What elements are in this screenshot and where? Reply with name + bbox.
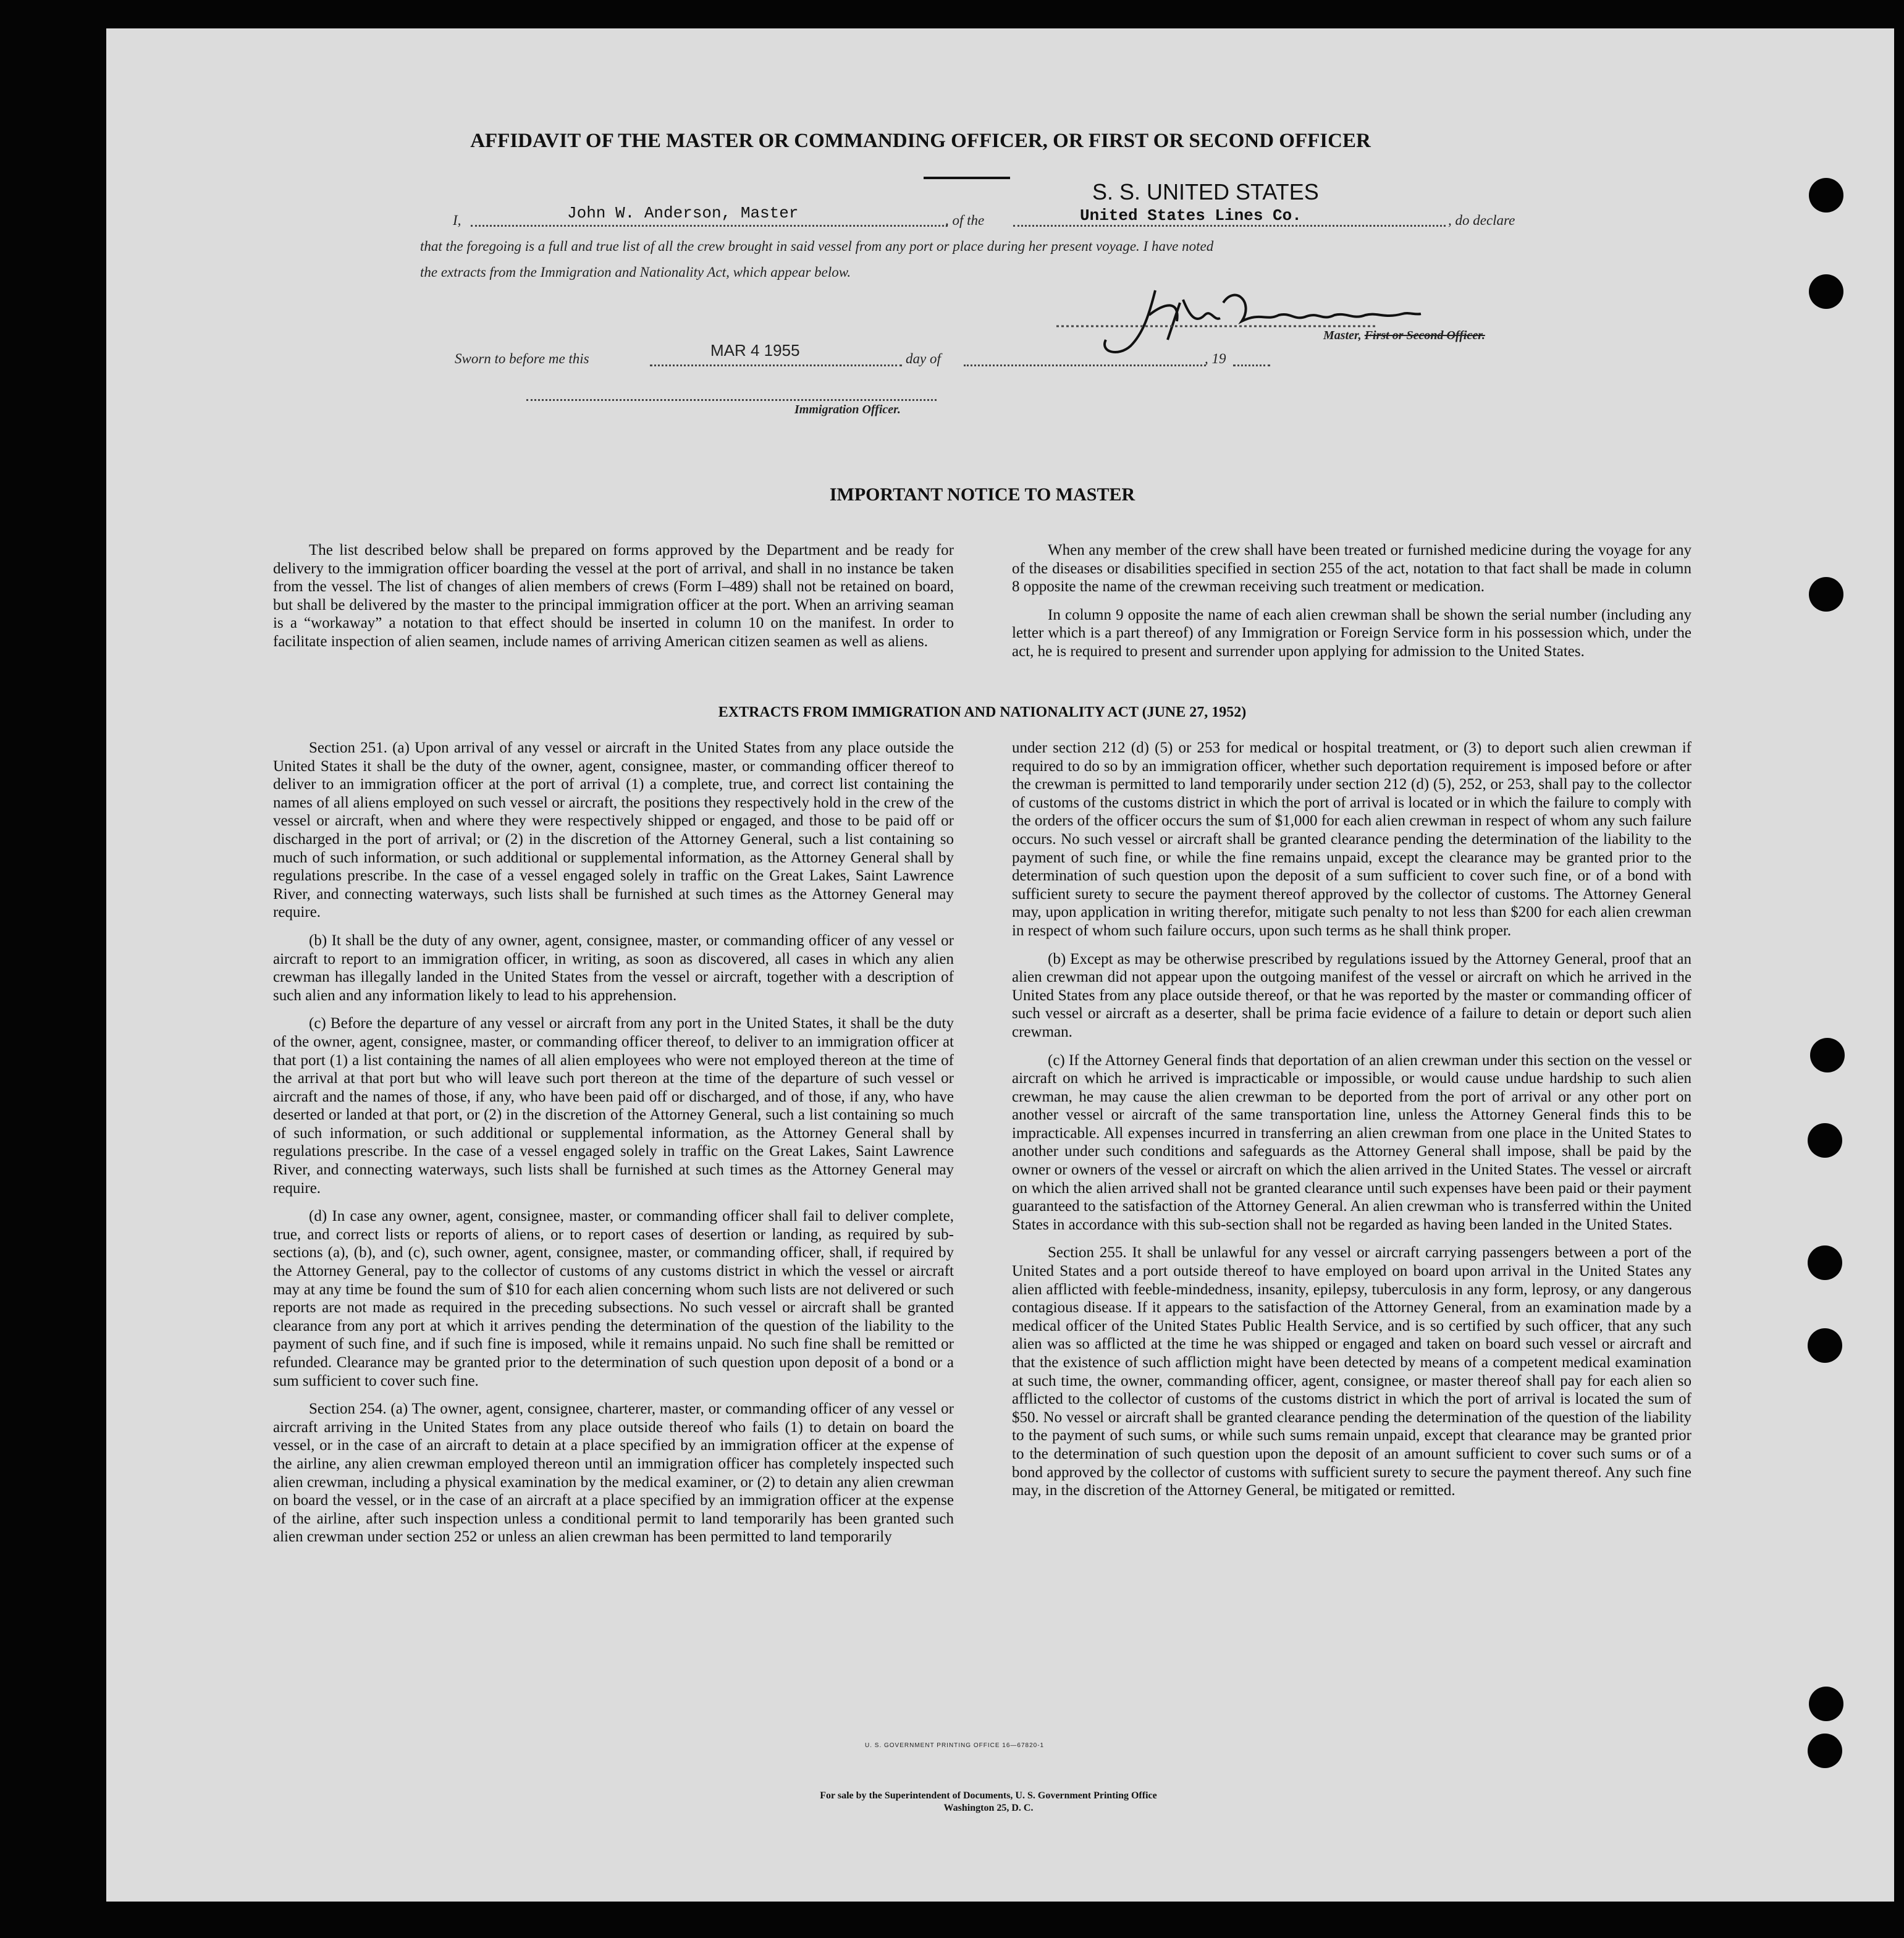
master-signature (1056, 278, 1489, 364)
section-251-a: Section 251. (a) Upon arrival of any vessel or aircraft in the United States from any place outside the United States it shall be the duty of the owner, agent, consignee, master, or commanding officer thereof to deliver to an immigration officer at the port of arrival (1) a complete, true, and correct list containing the names of all aliens employed on such vessel or aircraft, the positions they respectively hold in the crew of the vessel or aircraft, when and where they were respectively shipped or engaged, and those to be paid off or discharged in the port of arrival; or (2) in the discretion of the Attorney General, such a list containing so much of such information, or such additional or supplemental information, as the Attorney General shall by regulations prescribe. In the case of a vessel engaged solely in traffic on the Great Lakes, Saint Lawrence River, and connecting waterways, such lists shall be furnished at such times as the Attorney General may require. (273, 739, 954, 921)
section-255: Section 255. It shall be unlawful for any vessel or aircraft carrying passengers between a port of the United States and a port outside thereof to have employed on board upon arrival in the United States any alien afflicted with feeble-mindedness, insanity, epilepsy, tuberculosis in any form, leprosy, or any dangerous contagious disease. If it appears to the satisfaction of the Attorney General, from an examination made by a medical officer of the United States Public Health Service, and is so certified by such officer, that any such alien was so afflicted at the time he was shipped or engaged and taken on board such vessel or aircraft and that the existence of such affliction might have been detected by means of a competent medical examination at such time, the owner, commanding officer, agent, consignee, or master thereof shall pay for each alien so afflicted to the collector of customs of the customs district in which the port of arrival is located the sum of $50. No vessel or aircraft shall be granted clearance pending the determination of the question of the liability to the payment of such sums, or while such sums remain unpaid, except that clearance may be granted prior to the determination of such question upon the deposit of an amount sufficient to cover such sums or of a bond approved by the collector of customs with sufficient surety to secure the payment thereof. Any such fine may, in the discretion of the Attorney General, be mitigated or remitted. (1012, 1244, 1691, 1499)
year-line (1233, 364, 1270, 366)
name-field-line (471, 225, 948, 227)
sale-notice-line-1: For sale by the Superintendent of Documents, U. S. Government Printing Office (820, 1790, 1157, 1801)
punch-hole (1808, 1245, 1842, 1280)
vessel-typed: United States Lines Co. (1080, 206, 1302, 225)
sworn-label: Sworn to before me this (455, 351, 589, 366)
title-rule (924, 177, 1010, 179)
master-name: John W. Anderson, Master (567, 204, 799, 222)
declaration-line-3: the extracts from the Immigration and Nationality Act, which appear below. (420, 264, 851, 280)
section-254-a-continued: under section 212 (d) (5) or 253 for medical or hospital treatment, or (3) to deport such alien crewman if required to do so by an immigration officer, whether such deportation requirement is imposed before or after the crewman is permitted to land temporarily under section 212 (d) (5), 252, or 253, shall pay to the collector of customs of the customs district in which the port of arrival is located or in which the failure to comply with the orders of the officer occurs the sum of $1,000 for each alien crewman in respect of whom any such failure occurs. No such vessel or aircraft shall be granted clearance pending the determination of the liability to the payment of such fine, or while the fine remains unpaid, except the clearance may be granted prior to the determination of such question upon the deposit of a sum sufficient to cover such fine, or of a bond with sufficient surety to secure the payment thereof approved by the collector of customs. The Attorney General may, upon application in writing therefor, mitigate such penalty to not less than $200 for each alien crewman in respect of whom such failure occurs, upon such terms as he shall think proper. (1012, 739, 1691, 939)
printing-office-code: U. S. GOVERNMENT PRINTING OFFICE 16—67820-1 (865, 1742, 1045, 1749)
sale-notice-line-2: Washington 25, D. C. (943, 1803, 1034, 1813)
of-the-label: , of the (945, 213, 985, 228)
section-254-b: (b) Except as may be otherwise prescribed by regulations issued by the Attorney General, proof that an alien crewman did not appear upon the outgoing manifest of the vessel or aircraft on which he arrived in the United States from any place outside thereof, or that he was reported by the master or commanding officer of such vessel or aircraft as a deserter, shall be prima facie evidence of a failure to detain or deport such alien crewman. (1012, 950, 1691, 1040)
declaration-line-2: that the foregoing is a full and true list of all the crew brought in said vessel from any port or place during her present voyage. I have noted (420, 238, 1214, 254)
extracts-left-column (273, 739, 954, 1556)
immigration-officer-label: Immigration Officer. (794, 403, 901, 416)
notice-right-column (1012, 541, 1691, 671)
section-251-c: (c) Before the departure of any vessel or aircraft from any port in the United States, it shall be the duty of the owner, agent, consignee, master, or commanding officer thereof, to deliver to an immigration officer at that port (1) a list containing the names of all alien employees who were not employed thereon at the time of the arrival at that port but who will leave such port thereon at the time of the departure of such vessel or aircraft and the names of those, if any, who have been paid off or discharged, and of those, if any, who have deserted or landed at that port, or (2) in the discretion of the Attorney General, such a list containing so much of such information, or such additional or supplemental information, as the Attorney General shall by regulations prescribe. In the case of a vessel engaged solely in traffic on the Great Lakes, Saint Lawrence River, and connecting waterways, such lists shall be furnished at such times as the Attorney General may require. (273, 1015, 954, 1197)
section-251-b: (b) It shall be the duty of any owner, agent, consignee, master, or commanding officer of any vessel or aircraft to report to an immigration officer, in writing, as soon as discovered, all cases in which any alien crewman has illegally landed in the United States from the vessel or aircraft, together with a description of such alien and any information likely to lead to his apprehension. (273, 932, 954, 1004)
notice-left-paragraph: The list described below shall be prepared on forms approved by the Department and be ready for delivery to the immigration officer boarding the vessel at the port of arrival, and shall in no instance be taken from the vessel. The list of changes of alien members of crews (Form I–489) shall not be retained on board, but shall be delivered by the master to the principal immigration officer at the port. When an arriving seaman is a “workaway” a notation to that effect should be inserted in column 10 on the manifest. In order to facilitate inspection of alien seamen, include names of arriving American citizen seamen as well as aliens. (273, 542, 954, 650)
vessel-stamp: S. S. UNITED STATES (1092, 179, 1319, 204)
punch-hole (1808, 1328, 1842, 1363)
punch-hole (1809, 577, 1843, 612)
punch-hole (1808, 1734, 1842, 1768)
sworn-date-line (650, 364, 902, 366)
caption-struck-officer: First or Second Officer. (1364, 329, 1485, 342)
punch-hole (1808, 1123, 1842, 1158)
notice-title: IMPORTANT NOTICE TO MASTER (829, 484, 1135, 505)
sworn-date-stamp: MAR 4 1955 (710, 341, 800, 360)
extracts-title: EXTRACTS FROM IMMIGRATION AND NATIONALITY ACT (JUNE 27, 1952) (718, 704, 1247, 720)
extracts-right-column (1012, 739, 1691, 1510)
punch-hole (1809, 1687, 1843, 1721)
year-suffix: , 19 (1205, 351, 1226, 366)
i-label: I, (453, 213, 461, 228)
notice-right-paragraph-1: When any member of the crew shall have been treated or furnished medicine during the voyage for any of the diseases or disabilities specified in section 255 of the act, notation to that fact shall be made in column 8 opposite the name of the crewman receiving such treatment or medication. (1012, 542, 1691, 596)
section-254-c: (c) If the Attorney General finds that deportation of an alien crewman under this section on the vessel or aircraft on which he arrived is impracticable or impossible, or would cause undue hardship to such alien crewman, he may cause the alien crewman to be deported from the port of arrival or any other port on another vessel or aircraft of the same transportation line, unless the Attorney General finds this to be impracticable. All expenses incurred in transferring an alien crewman from one place in the United States to another under such conditions and safeguards as the Attorney General shall impose, shall be paid by the owner or owners of the vessel or aircraft on which the alien arrived in the United States. The vessel or aircraft on which the alien arrived shall not be granted clearance until such expenses have been paid or their payment guaranteed to the satisfaction of the Attorney General. An alien crewman who is transferred within the United States in accordance with this sub-section shall not be regarded as having been landed in the United States. (1012, 1051, 1691, 1233)
notice-left-column (273, 541, 954, 661)
punch-hole (1810, 1038, 1845, 1072)
day-of-line (964, 364, 1206, 366)
section-251-d: (d) In case any owner, agent, consignee, master, or commanding officer shall fail to deliver complete, true, and correct lists or reports of aliens, or to report cases of desertion or landing, as required by sub-sections (a), (b), and (c), such owner, agent, consignee, master, or commanding officer, shall, if required by the Attorney General, pay to the collector of customs of any customs district in which the vessel or aircraft may at any time be found the sum of $10 for each alien concerning whom such lists are not delivered or such reports are not made as required in the preceding subsections. No such vessel or aircraft shall be granted clearance from any port at which it arrives pending the determination of the question of the liability to the payment of such fine, and if such fine is imposed, while it remains unpaid. No such fine shall be remitted or refunded. Clearance may be granted prior to the determination of such question upon deposit of a bond or a sum sufficient to cover such fine. (273, 1208, 954, 1389)
caption-master: Master, (1323, 329, 1362, 342)
vessel-field-line (1013, 225, 1446, 227)
immigration-officer-line (526, 399, 937, 401)
notice-right-paragraph-2: In column 9 opposite the name of each alien crewman shall be shown the serial number (including any letter which is a part thereof) of any Immigration or Foreign Service form in his possession which, under the act, he is required to present and surrender upon applying for admission to the United States. (1012, 606, 1691, 660)
punch-hole (1809, 274, 1843, 309)
affidavit-title: AFFIDAVIT OF THE MASTER OR COMMANDING OFFICER, OR FIRST OR SECOND OFFICER (470, 130, 1371, 152)
section-254-a: Section 254. (a) The owner, agent, consignee, charterer, master, or commanding officer of any vessel or aircraft arriving in the United States from any place outside thereof who fails (1) to detain on board the vessel, or in the case of an aircraft to detain at a place specified by an immigration officer at the expense of the airline, any alien crewman employed thereon until an immigration officer has completely inspected such alien crewman, including a physical examination by the medical examiner, or (2) to detain any alien crewman on board the vessel, or in the case of an aircraft at a place specified by an immigration officer at the expense of the airline, after such inspection unless a conditional permit to land temporarily has been granted such alien crewman under section 252 or unless an alien crewman has been permitted to land temporarily (273, 1401, 954, 1546)
punch-hole (1809, 178, 1843, 213)
do-declare-label: , do declare (1448, 213, 1515, 228)
day-of-label: day of (906, 351, 941, 366)
signature-caption (1323, 329, 1485, 343)
